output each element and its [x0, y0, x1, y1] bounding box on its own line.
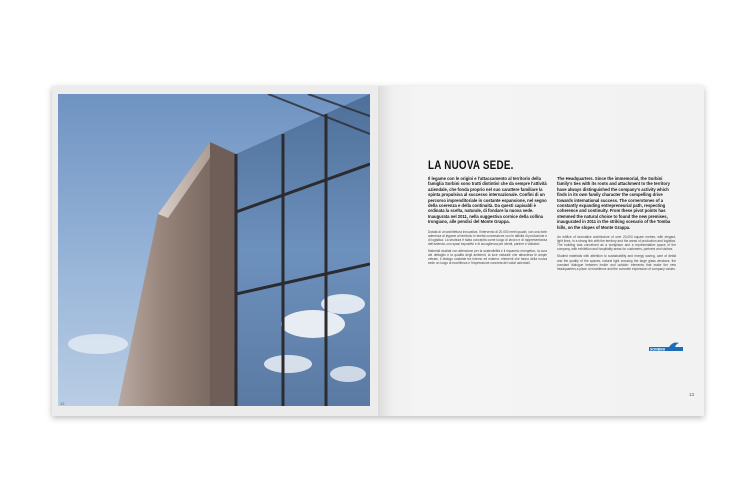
building-photo: [58, 94, 370, 406]
section-title: LA NUOVA SEDE.: [428, 158, 514, 172]
english-lead-paragraph: The Headquarters. Since the immemorial, the Sorbini family's ties with its roots and attachment to the territory have always distinguished the company's activity which finds in its own family character the compelling drive towards international success. The cornerstones of a constantly expanding entrepreneurial path, respecting coherence and continuity. From these pivot points has stemmed the natural choice to found the new premises, inaugurated in 2011 in the striking scenario of the Tomba hills, on the slopes of Monte Grappa.: [557, 176, 671, 230]
right-page-number: 13: [688, 392, 694, 397]
italian-lead-paragraph: Il legame con le origini e l'attaccamento al territorio della famiglia Sorbini sono tratti distintivi che da sempre l'attività aziendale, che fonda proprio nel suo carattere familiare la spinta propulsiva al successo internazionale. Confini di un percorso imprenditoriale in costante espansione, nel segno della coerenza e della continuità. Da questi capisaldi è ordinata la scelta, naturale, di fondare la nuova sede. Inaugurata nel 2011, nella suggestiva cornice della collina Irongiano, alle pendici del Monte Grappa.: [428, 176, 547, 225]
company-logo: [649, 340, 683, 352]
sorbini-logo-icon: [649, 341, 683, 353]
english-text-column: [557, 176, 676, 274]
left-page: [52, 86, 378, 416]
italian-body-paragraph: Materiali studiati con attenzione per la sostenibilità e il risparmio energetico, la cura del dettaglio e la qualità degli ambienti, la luce naturale che attraversa le ampie vetrate, il dialogo costante tra interno ed esterno: elementi che fanno della nuova sede un luogo di eccellenza e l'espressione concreta dei valori aziendali.: [428, 249, 547, 266]
left-page-number: 12: [60, 401, 65, 406]
svg-text:SORBINI: SORBINI: [650, 347, 665, 352]
italian-text-column: [428, 176, 547, 268]
brochure-spread: [52, 86, 704, 416]
right-page: [378, 86, 704, 416]
english-body-paragraph: An edifice of innovative architecture of over 20,000 square metres, with elegant, light lines, in a strong link with the territory and the areas of production and logistics. The building was conceived as a workplace and a representative space of the company, with exhibition and hospitality areas for customers, partners and visitors.: [557, 235, 676, 252]
english-body-paragraph: Studied materials with attention to sustainability and energy saving, care of detail and the quality of the spaces, natural light crossing the large glass windows, the constant dialogue between inside and outside: elements that make the new headquarters a place of excellence and the concrete expression of company values.: [557, 254, 676, 271]
italian-body-paragraph: Dotata di un'architettura innovativa, l'intervento di 20.000 metri quadri, con una forte aderenza al legame al territorio in stretta connessione con le attività di produzione e di logistica. La struttura è stata concepita come luogo di lavoro e di rappresentanza dell'azienda, con spazi espositivi e di accoglienza per clienti, partner e visitatori.: [428, 229, 547, 246]
building-facade-illustration: [58, 94, 370, 406]
